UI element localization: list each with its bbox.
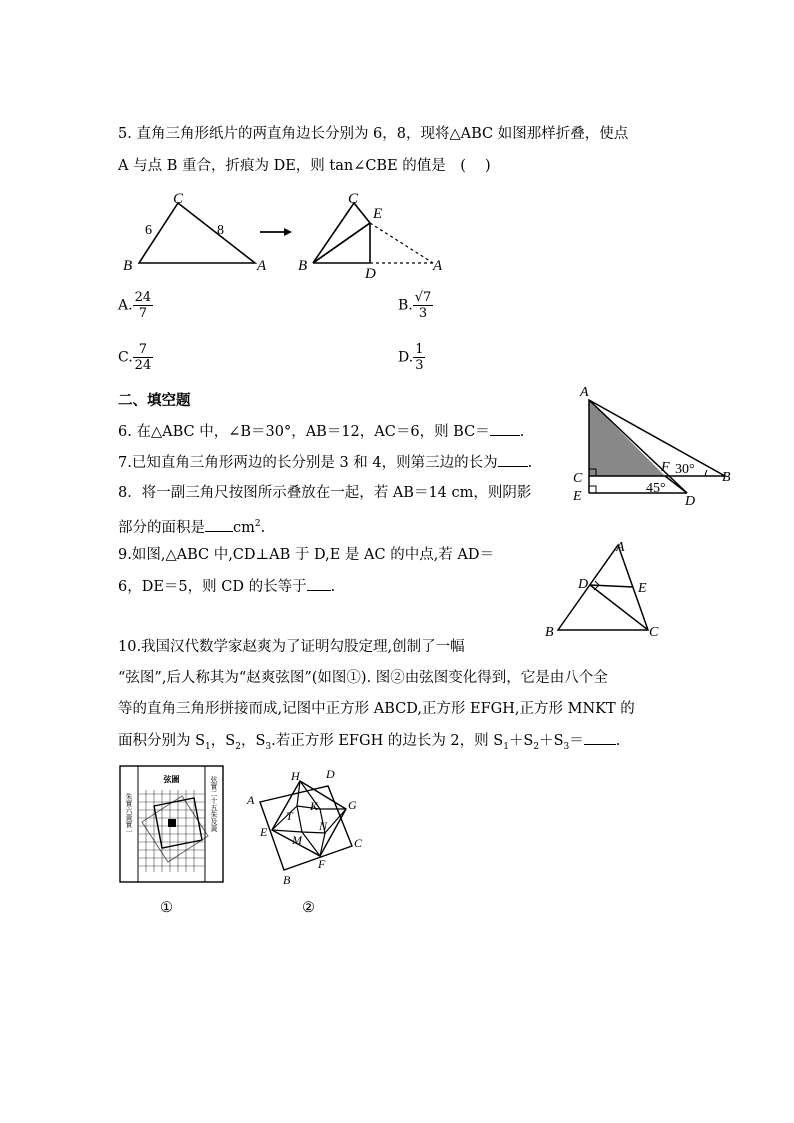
option-b-den: 3 — [418, 306, 428, 321]
q10-line1: 10.我国汉代数学家赵爽为了证明勾股定理,创制了一幅 — [118, 639, 465, 655]
label-G: G — [348, 798, 357, 812]
label-E: E — [373, 206, 383, 222]
label-E: E — [638, 581, 647, 596]
q10-line4-g: ＝ — [569, 733, 584, 749]
q7-body: 7.已知直角三角形两边的长分别是 3 和 4，则第三边的长为 — [118, 455, 498, 471]
label-F: F — [661, 460, 670, 475]
option-d-num: 1 — [415, 342, 424, 357]
fig1-right-text: 弦實二十五朱及黃 — [210, 776, 218, 832]
q7-answer-blank[interactable] — [498, 452, 528, 467]
option-c-den: 24 — [134, 358, 152, 373]
label-C: C — [649, 625, 659, 640]
q10-sub: 1 — [205, 741, 211, 752]
fig1-left-text: 朱實六黃實一 — [125, 793, 133, 835]
q9-answer-blank[interactable] — [307, 576, 331, 591]
label-A: A — [616, 540, 625, 555]
q8-line1: 8．将一副三角尺按图所示叠放在一起，若 AB＝14 cm，则阴影 — [118, 485, 532, 501]
option-a-den: 7 — [138, 306, 147, 321]
q8-unit-sup: 2 — [254, 519, 261, 529]
q10-figure-squares — [240, 764, 380, 892]
q5-figure-triangle — [115, 188, 275, 278]
section-title: 二、填空题 — [118, 392, 191, 409]
q9-end: . — [330, 579, 336, 595]
arrow-icon — [258, 225, 294, 239]
q10-figure-xian-tu — [118, 764, 226, 886]
q10-answer-blank[interactable] — [584, 730, 616, 745]
q10-line2: “弦图”,后人称其为“赵爽弦图”(如图①). 图②由弦图变化得到，它是由八个全 — [118, 670, 608, 686]
label-45: 45° — [646, 481, 666, 496]
q8-figure-set-squares — [568, 384, 738, 510]
label-K: K — [310, 799, 319, 813]
option-a-letter: A. — [118, 297, 133, 314]
option-c-num: 7 — [133, 342, 154, 358]
q8-answer-blank[interactable] — [205, 517, 233, 532]
label-A: A — [433, 258, 443, 274]
q6-answer-blank[interactable] — [490, 421, 520, 436]
option-a-num: 24 — [134, 290, 152, 305]
label-C: C — [173, 191, 184, 207]
label-C: C — [573, 471, 583, 486]
q10-line3: 等的直角三角形拼接而成,记图中正方形 ABCD,正方形 EFGH,正方形 MNKT 的 — [118, 701, 635, 717]
label-T: T — [286, 809, 293, 823]
option-a[interactable] — [118, 290, 153, 321]
fig2-caption: ② — [302, 900, 315, 916]
option-c-letter: C. — [118, 349, 133, 366]
label-A: A — [257, 258, 267, 274]
q7-end: . — [527, 455, 533, 471]
q10-line4-b: ，S — [210, 733, 236, 749]
label-E: E — [260, 825, 268, 839]
q8-line2-pre: 部分的面积是 — [118, 519, 205, 536]
q10-sub: 3 — [563, 741, 570, 752]
q8-unit: cm — [233, 519, 255, 536]
q10-sub: 2 — [533, 741, 540, 752]
label-C: C — [348, 191, 359, 207]
label-H: H — [291, 769, 300, 783]
option-d-letter: D. — [398, 349, 414, 366]
q10-sub: 3 — [265, 741, 272, 752]
q5-figure-folded — [295, 188, 455, 283]
label-A: A — [247, 793, 255, 807]
q10-sub: 1 — [503, 741, 509, 752]
label-C: C — [354, 836, 363, 850]
option-b[interactable] — [398, 290, 433, 321]
label-D: D — [326, 767, 335, 781]
label-D: D — [365, 266, 376, 282]
q6-body: 6. 在△ABC 中，∠B＝30°，AB＝12，AC＝6，则 BC＝ — [118, 424, 490, 440]
fig1-title: 弦圖 — [163, 775, 180, 784]
q9-line2 — [118, 576, 335, 597]
label-A: A — [580, 385, 589, 400]
label-F: F — [318, 857, 326, 871]
q9-figure-triangle — [540, 530, 680, 645]
q10-line4-a: 面积分别为 S — [118, 733, 206, 749]
option-d[interactable] — [398, 342, 425, 373]
q6-text — [118, 421, 524, 442]
q8-end: . — [260, 519, 266, 536]
q10-sub: 2 — [235, 741, 241, 752]
q10-line4 — [118, 730, 620, 757]
q6-end: . — [519, 424, 525, 440]
q10-line4-end: . — [615, 733, 621, 749]
q5-line1: 5. 直角三角形纸片的两直角边长分别为 6，8，现将△ABC 如图那样折叠，使点 — [118, 126, 629, 142]
label-D: D — [685, 494, 696, 509]
label-30: 30° — [675, 462, 695, 477]
label-B: B — [123, 258, 133, 274]
option-d-den: 3 — [415, 358, 424, 373]
label-B: B — [283, 873, 291, 887]
q10-line4-e: ＋S — [508, 733, 534, 749]
label-N: N — [319, 819, 328, 833]
fig1-caption: ① — [160, 900, 173, 916]
label-D: D — [578, 577, 589, 592]
label-M: M — [292, 833, 302, 847]
q5-line2: A 与点 B 重合，折痕为 DE，则 tan∠CBE 的值是 ( ) — [118, 158, 491, 174]
label-8: 8 — [217, 223, 224, 238]
q10-line4-d: .若正方形 EFGH 的边长为 2，则 S — [271, 733, 504, 749]
option-b-num: √7 — [414, 290, 432, 305]
option-b-letter: B. — [398, 297, 413, 314]
q9-line1: 9.如图,△ABC 中,CD⊥AB 于 D,E 是 AC 的中点,若 AD＝ — [118, 547, 495, 563]
label-6: 6 — [145, 223, 152, 238]
q9-line2-pre: 6，DE＝5，则 CD 的长等于 — [118, 579, 307, 595]
label-E: E — [573, 489, 582, 504]
label-B: B — [545, 625, 554, 640]
q8-line2 — [118, 514, 265, 538]
option-c[interactable] — [118, 342, 153, 373]
label-B: B — [298, 258, 308, 274]
q10-line4-c: ，S — [240, 733, 266, 749]
q10-line4-f: ＋S — [539, 733, 564, 749]
label-B: B — [722, 470, 731, 485]
q7-text — [118, 452, 532, 473]
